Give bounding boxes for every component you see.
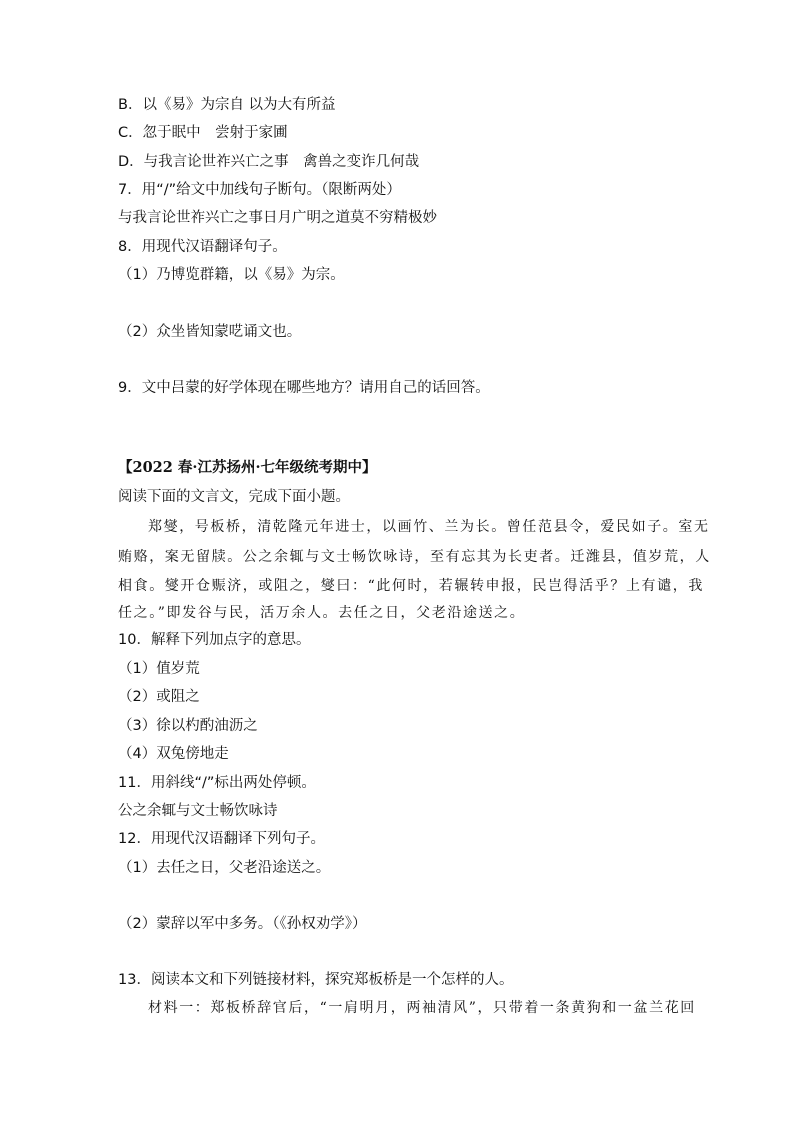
option-c: C．忽于眠中 尝射于家圃 (118, 125, 288, 141)
question-7-sentence: 与我言论世祚兴亡之事日月广明之道莫不穷精极妙 (118, 210, 437, 226)
question-10-item-4: （4）双兔傍地走 (118, 746, 229, 762)
question-9: 9．文中吕蒙的好学体现在哪些地方？请用自己的话回答。 (118, 380, 490, 396)
question-11-sentence: 公之余辄与文士畅饮咏诗 (118, 803, 278, 819)
section-instruction: 阅读下面的文言文，完成下面小题。 (118, 489, 350, 505)
question-10-item-3: （3）徐以杓酌油沥之 (118, 718, 258, 734)
question-8-item-2: （2）众坐皆知蒙呓诵文也。 (118, 324, 302, 340)
section-heading: 【2022 春·江苏扬州·七年级统考期中】 (118, 459, 377, 476)
passage-line: 任之。”即发谷与民，活万余人。去任之日，父老沿途送之。 (118, 605, 526, 621)
question-12-item-2: （2）蒙辞以军中多务。（《孙权劝学》） (118, 916, 367, 932)
question-10-item-1: （1）值岁荒 (118, 661, 200, 677)
question-13: 13．阅读本文和下列链接材料，探究郑板桥是一个怎样的人。 (118, 972, 514, 988)
question-12: 12．用现代汉语翻译下列句子。 (118, 831, 325, 847)
question-8: 8．用现代汉语翻译句子。 (118, 239, 287, 255)
passage-line: 相食。燮开仓赈济，或阻之，燮曰：“此何时，若辗转申报，民岂得活乎？上有谴，我 (118, 578, 704, 594)
question-8-item-1: （1）乃博览群籍，以《易》为宗。 (118, 267, 345, 283)
question-11: 11．用斜线“/”标出两处停顿。 (118, 775, 316, 791)
question-10-item-2: （2）或阻之 (118, 689, 200, 705)
passage-line: 贿赂，案无留牍。公之余辄与文士畅饮咏诗，至有忘其为长吏者。迁潍县，值岁荒，人 (118, 549, 711, 565)
question-12-item-1: （1）去任之日，父老沿途送之。 (118, 860, 331, 876)
material-one: 材料一：郑板桥辞官后，“一肩明月，两袖清风”，只带着一条黄狗和一盆兰花回 (148, 1000, 696, 1016)
option-d: D．与我言论世祚兴亡之事 禽兽之变诈几何哉 (118, 154, 420, 170)
question-7: 7．用“/”给文中加线句子断句。（限断两处） (118, 182, 401, 198)
question-10: 10．解释下列加点字的意思。 (118, 632, 311, 648)
option-b: B．以《易》为宗自 以为大有所益 (118, 97, 336, 113)
passage-line: 郑燮，号板桥，清乾隆元年进士，以画竹、兰为长。曾任范县令，爱民如子。室无 (148, 519, 710, 535)
